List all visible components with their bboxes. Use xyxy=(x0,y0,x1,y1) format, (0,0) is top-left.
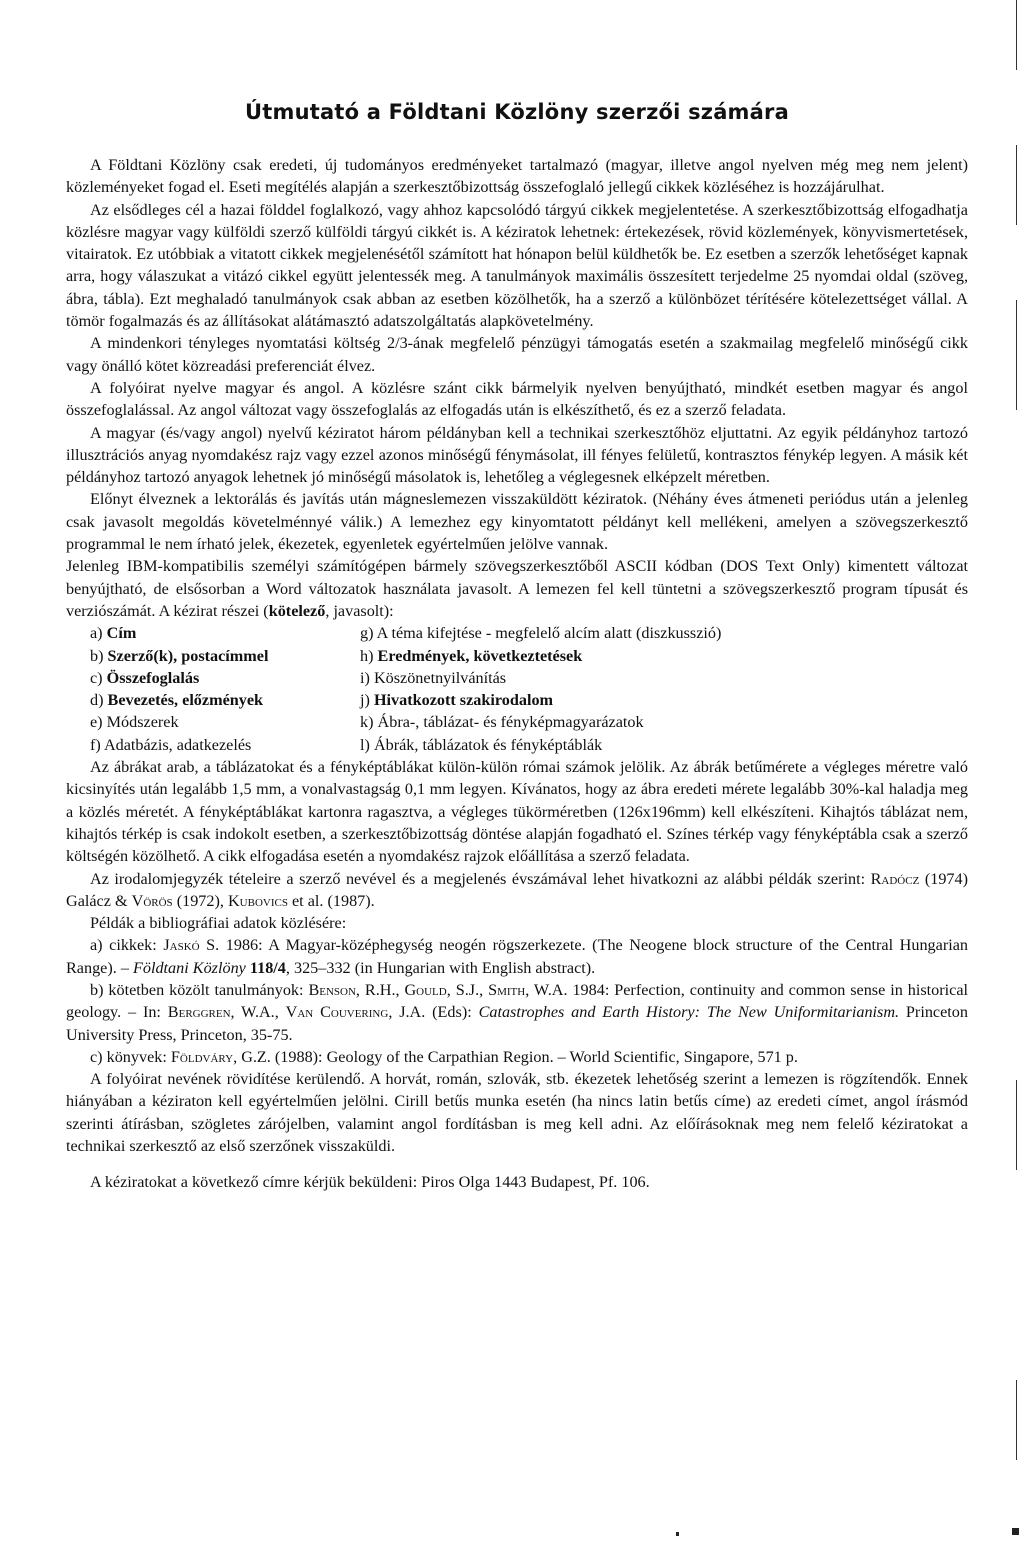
scan-edge-line-lower xyxy=(1016,1080,1017,1170)
paragraph-word-processor xyxy=(66,555,968,622)
paragraph-word-processor-text: Jelenleg IBM-kompatibilis személyi számítógépen bármely szövegszerkesztőből ASCII kódban (DOS Text Only) kimentett változat benyújtható, de elsősorban a Word változatok használata javasolt. A lemezen fel kell tüntetni a szövegszerkesztő program típusát és verziószámát. A kézirat részei ( xyxy=(66,557,968,620)
paragraph-funding: A mindenkori tényleges nyomtatási költség 2/3-ának megfelelő pénzügyi támogatás esetén a szakmailag megfelelő minőségű cikk vagy önálló kötet közreadási preferenciát élvez. xyxy=(66,334,968,375)
reference-example-articles: a) cikkek: Jaskó S. 1986: A Magyar-középhegység neogén rögszerkezete. (The Neogene block structure of the Central Hungarian Range). – Földtani Közlöny 118/4, 325–332 (in Hungarian with English abstract). xyxy=(66,936,968,977)
scan-edge-line-upper xyxy=(1016,145,1017,225)
scan-edge-line-bottom xyxy=(1016,1380,1017,1460)
paragraph-bibliography-intro: Példák a bibliográfiai adatok közlésére: xyxy=(90,914,347,933)
part-l: l) Ábrák, táblázatok és fényképtáblák xyxy=(360,735,603,754)
paragraph-aims: Az elsődleges cél a hazai földdel foglalkozó, vagy ahhoz kapcsolódó tárgyú cikkek megjelentetése. A szerkesztőbizottság elfogadhatja közlésre magyar vagy külföldi szerző külföldi tárgyú cikkét is. A kéziratok lehetnek: értekezések, rövid közlemények, könyvismertetések, vitairatok. Ez utóbbiak a vitatott cikkek megjelenésétől számított hat hónapon belül küldhetők be. Ez esetben a szerzők lehetőséget kapnak arra, hogy válaszukat a vitázó cikkel együtt jelentessék meg. A tanulmányok maximális összesített terjedelme 25 nyomdai oldal (szöveg, ábra, tábla). Ezt meghaladó tanulmányok csak abban az esetben közölhetők, ha a szerző a különbözet térítésére kötelezettséget vállal. A tömör fogalmazás és az állításokat alátámasztó adatszolgáltatás alapkövetelmény. xyxy=(66,200,968,331)
page-title: Útmutató a Földtani Közlöny szerzői számára xyxy=(245,100,789,124)
author-kubovics: Kubovics xyxy=(227,891,288,910)
paragraph-language: A folyóirat nyelve magyar és angol. A közlésre szánt cikk bármelyik nyelven benyújtható, mindkét esetben magyar és angol összefoglalással. Az angol változat vagy összefoglalás az elfogadás után is elkészíthető, és ez a szerző feladata. xyxy=(66,378,968,420)
author-voros: Vörös xyxy=(131,891,173,910)
paragraph-abbreviations: A folyóirat nevének rövidítése kerülendő. A horvát, román, szlovák, stb. ékezetek lehetőség szerint a lemezen is rögzítendők. Ennek hiányában a kéziraton kell egyértelműen jelölni. Cirill betűs munka esetén (ha nincs latin betűs címe) az eredeti címet, angol írásmód szerinti átírásban, szögletes zárójelben, valamint angol fordításban is meg kell adni. Az előírásoknak meg nem felelő kéziratokat a technikai szerkesztő az első szerzőnek visszaküldi. xyxy=(66,1070,968,1156)
part-j: j) Hivatkozott szakirodalom xyxy=(360,691,554,710)
part-b: b) Szerző(k), postacímmel xyxy=(90,646,269,665)
part-f: f) Adatbázis, adatkezelés xyxy=(90,735,252,754)
part-h: h) Eredmények, következtetések xyxy=(360,646,583,665)
paragraph-word-processor-end: , javasolt): xyxy=(325,601,394,620)
part-k: k) Ábra-, táblázat- és fényképmagyarázatok xyxy=(360,713,644,732)
scan-edge-line-middle xyxy=(1016,300,1017,410)
part-i: i) Köszönetnyilvánítás xyxy=(360,668,507,687)
reference-example-chapters: b) kötetben közölt tanulmányok: Benson, R.H., Gould, S.J., Smith, W.A. 1984: Perfection, continuity and common sense in historical geology. – In: Berggren, W.A., Van Couvering, J.A. (Eds): Catastrophes and Earth History: The New Uniformitarianism. Princeton University Press, Princeton, 35-75. xyxy=(66,980,968,1044)
part-g: g) A téma kifejtése - megfelelő alcím alatt (diszkusszió) xyxy=(360,624,722,643)
paragraph-diskette: Előnyt élveznek a lektorálás és javítás után mágneslemezen visszaküldött kéziratok. (Néhány éves átmeneti periódus után a jelenleg csak javasolt megoldás követelménnyé válik.) A lemezhez egy kinyomtatott példányt kell mellékeni, amelyen a szövegszerkesztő programmal le nem írható jelek, ékezetek, egyenletek egyértelműen jelölve vannak. xyxy=(66,490,968,554)
scan-speck xyxy=(676,1532,679,1536)
paragraph-submission-address: A kéziratokat a következő címre kérjük beküldeni: Piros Olga 1443 Budapest, Pf. 106. xyxy=(90,1173,650,1192)
manuscript-parts-list xyxy=(90,622,968,756)
author-radocz: Radócz xyxy=(870,869,920,888)
scan-speck xyxy=(1012,1528,1019,1535)
scan-edge-line-top xyxy=(1016,0,1017,70)
part-d: d) Bevezetés, előzmények xyxy=(90,691,264,710)
paragraph-figures: Az ábrákat arab, a táblázatokat és a fényképtáblákat külön-külön római számok jelölik. Az ábrák betűmérete a végleges méretre való kicsinyítés után legalább 1,5 mm, a vonalvastagság 0,1 mm legyen. Kívánatos, hogy az ábra eredeti mérete legalább 30%-kal haladja meg a közlés méretét. A fényképtáblákat kartonra ragasztva, a végleges tükörméretben (126x196mm) kell elkészíteni. Kihajtós táblázat nem, kihajtós térkép is csak indokolt esetben, a szerkesztőbizottság döntése alapján fogadható el. Színes térkép vagy fényképtábla csak a szerző költségén közölhető. A cikk elfogadása esetén a nyomdakész rajzok előállítása a szerző feladata. xyxy=(66,758,968,866)
reference-example-books: c) könyvek: Földváry, G.Z. (1988): Geology of the Carpathian Region. – World Scientific, Singapore, 571 p. xyxy=(90,1047,798,1066)
paragraph-intro: A Földtani Közlöny csak eredeti, új tudományos eredményeket tartalmazó (magyar, illetve angol nyelven még meg nem jelent) közleményeket fogad el. Eseti megítélés alapján a szerkesztőbizottság összefoglaló jellegű cikkek közléséhez is hozzájárulhat. xyxy=(66,156,968,197)
mandatory-label: kötelező xyxy=(268,601,326,620)
paragraph-manuscript-copies: A magyar (és/vagy angol) nyelvű kéziratot három példányban kell a technikai szerkesztőhöz eljuttatni. Az egyik példányhoz tartozó illusztrációs anyag nyomdakész rajz vagy ezzel azonos minőségű fénymásolat, ill fényes felületű, kontrasztos fénykép legyen. A másik két példányhoz tartozó anyagok lehetnek jó minőségű másolatok is, lehetőleg a véglegesnek elképzelt méretben. xyxy=(66,423,968,487)
part-c: c) Összefoglalás xyxy=(90,668,200,687)
part-a: a) Cím xyxy=(90,624,137,643)
paragraph-citations: Az irodalomjegyzék tételeire a szerző nevével és a megjelenés évszámával lehet hivatkozni az alábbi példák szerint: Radócz (1974) Galácz & Vörös (1972), Kubovics et al. (1987). xyxy=(66,869,968,910)
document-page xyxy=(66,100,968,1194)
part-e: e) Módszerek xyxy=(90,713,179,732)
